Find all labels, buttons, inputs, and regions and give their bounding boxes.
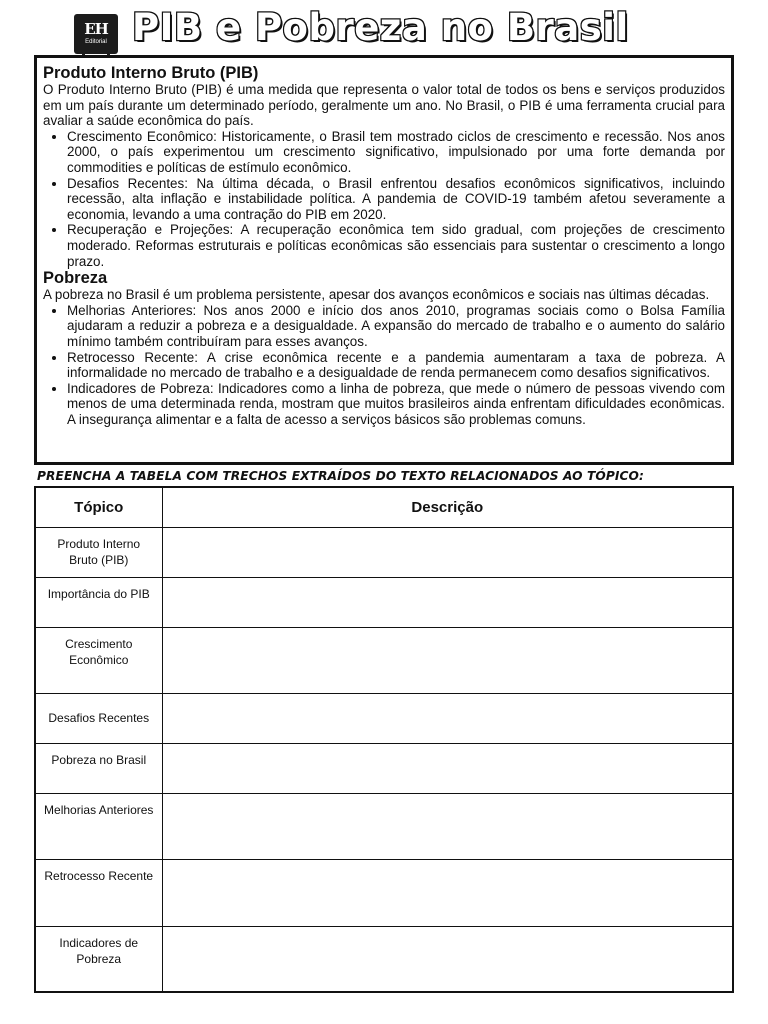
list-item: • Recuperação e Projeções: A recuperação econômica tem sido gradual, com projeções de crescimento moderado. Reformas estruturais e políticas econômicas são essenciais para sustentar o crescimento a longo prazo. [67,222,725,269]
topic-cell: Melhorias Anteriores [35,793,162,859]
description-cell[interactable] [162,577,733,627]
table-row [35,859,733,926]
topic-cell: Crescimento Econômico [35,627,162,693]
list-item: • Melhorias Anteriores: Nos anos 2000 e início dos anos 2010, programas sociais como o Bolsa Família ajudaram a reduzir a pobreza e a desigualdade. A expansão do mercado de trabalho e o aumento do salário mínimo também contribuíram para esses avanços. [67,303,725,350]
list-item: • Retrocesso Recente: A crise econômica recente e a pandemia aumentaram a taxa de pobreza. A informalidade no mercado de trabalho e a desigualdade de renda permanecem como desafios significativos. [67,350,725,381]
table-header-row [35,487,733,527]
description-cell[interactable] [162,527,733,577]
list-item: • Indicadores de Pobreza: Indicadores como a linha de pobreza, que mede o número de pessoas vivendo com menos de uma determinada renda, mostram que muitos brasileiros ainda enfrentam dificuldades econômicas. A insegurança alimentar e a falta de acesso a serviços básicos são problemas comuns. [67,381,725,428]
description-cell[interactable] [162,743,733,793]
topic-cell: Produto Interno Bruto (PIB) [35,527,162,577]
description-cell[interactable] [162,859,733,926]
topic-cell: Importância do PIB [35,577,162,627]
section-intro-pobreza: A pobreza no Brasil é um problema persistente, apesar dos avanços econômicos e sociais nas últimas décadas. [43,287,710,303]
description-cell[interactable] [162,926,733,992]
column-header-topic: Tópico [35,487,162,527]
table-row [35,577,733,627]
table-row [35,926,733,992]
topic-cell: Retrocesso Recente [35,859,162,926]
fill-in-table [34,486,734,993]
topic-cell: Pobreza no Brasil [35,743,162,793]
bullet-list-pobreza [67,303,725,428]
page-title: PIB e Pobreza no Brasil [132,6,629,49]
table-row [35,693,733,743]
section-heading-pobreza: Pobreza [43,269,108,288]
table-row [35,743,733,793]
table-row [35,627,733,693]
topic-cell: Desafios Recentes [35,693,162,743]
description-cell[interactable] [162,793,733,859]
column-header-description: Descrição [162,487,733,527]
logo-mark: EH [84,20,108,38]
description-cell[interactable] [162,627,733,693]
table-row [35,793,733,859]
table-instruction: PREENCHA A TABELA COM TRECHOS EXTRAÍDOS DO TEXTO RELACIONADOS AO TÓPICO: [37,469,644,483]
section-heading-pib: Produto Interno Bruto (PIB) [43,64,259,82]
publisher-logo [74,14,118,54]
topic-cell: Indicadores de Pobreza [35,926,162,992]
table-row [35,527,733,577]
logo-text: Editorial [85,39,107,45]
bullet-list-pib [67,129,725,269]
section-intro-pib: O Produto Interno Bruto (PIB) é uma medida que representa o valor total de todos os bens e serviços produzidos em um país durante um determinado período, geralmente um ano. No Brasil, o PIB é uma ferramenta crucial para avaliar a saúde econômica do país. [43,82,725,129]
page-header [0,0,768,54]
description-cell[interactable] [162,693,733,743]
list-item: • Crescimento Econômico: Historicamente, o Brasil tem mostrado ciclos de crescimento e recessão. Nos anos 2000, o país experimentou um crescimento significativo, impulsionado por uma forte demanda por commodities e políticas de estímulo econômico. [67,129,725,176]
list-item: • Desafios Recentes: Na última década, o Brasil enfrentou desafios econômicos significativos, incluindo recessão, alta inflação e instabilidade política. A pandemia de COVID-19 também afetou severamente a economia, levando a uma contração do PIB em 2020. [67,176,725,223]
reading-text-box [34,55,734,465]
